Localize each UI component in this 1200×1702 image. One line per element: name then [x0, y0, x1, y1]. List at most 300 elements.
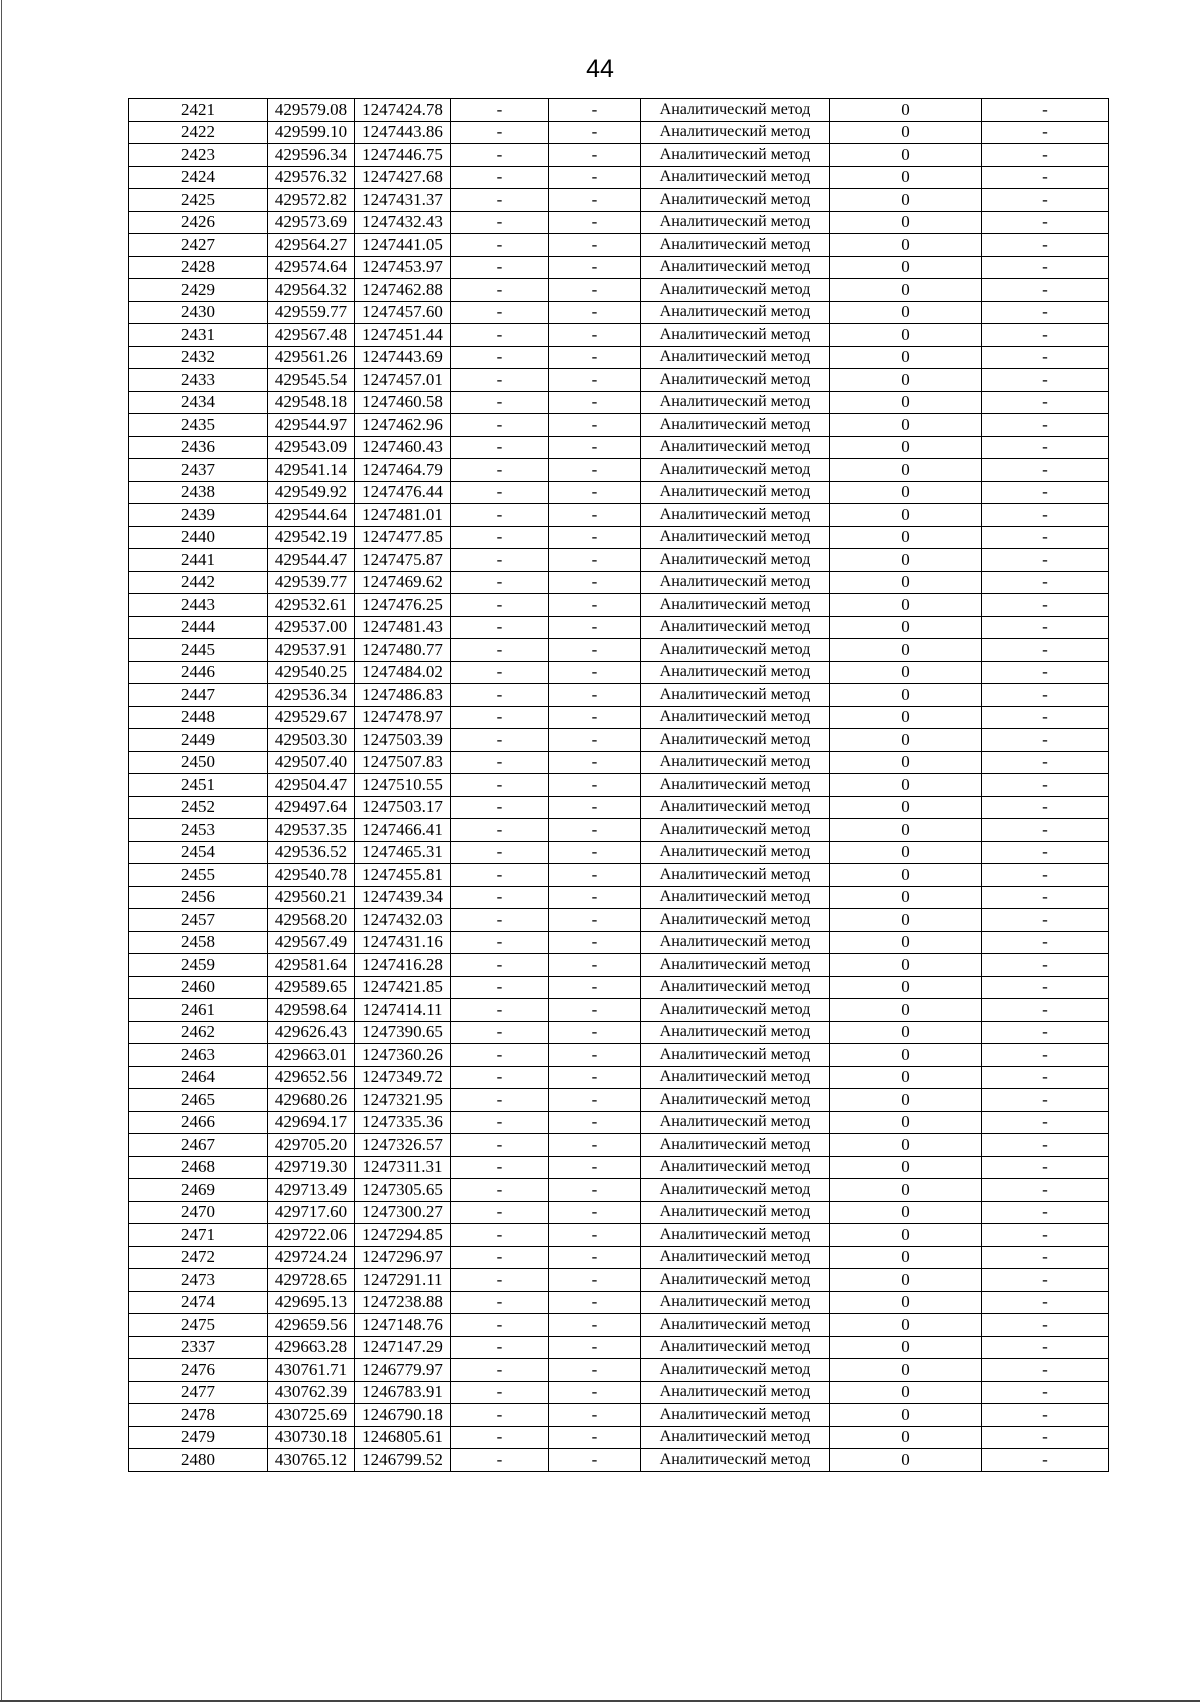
cell-method: Аналитический метод: [641, 661, 830, 684]
cell-coord-x: 429598.64: [268, 999, 355, 1022]
cell-value: 0: [830, 1426, 982, 1449]
table-row: [129, 414, 1109, 437]
cell-col-8: -: [982, 571, 1109, 594]
cell-col-8: -: [982, 774, 1109, 797]
cell-coord-x: 429542.19: [268, 526, 355, 549]
cell-col-8: -: [982, 1246, 1109, 1269]
cell-coord-x: 429564.27: [268, 234, 355, 257]
cell-col-8: -: [982, 954, 1109, 977]
cell-col-5: -: [549, 211, 641, 234]
cell-col-5: -: [549, 931, 641, 954]
cell-col-5: -: [549, 909, 641, 932]
cell-coord-y: 1247464.79: [355, 459, 451, 482]
cell-col-8: -: [982, 1224, 1109, 1247]
cell-method: Аналитический метод: [641, 751, 830, 774]
cell-coord-x: 429540.25: [268, 661, 355, 684]
cell-col-4: -: [451, 526, 549, 549]
cell-col-8: -: [982, 481, 1109, 504]
cell-col-5: -: [549, 144, 641, 167]
cell-col-8: -: [982, 1359, 1109, 1382]
cell-col-4: -: [451, 121, 549, 144]
cell-col-4: -: [451, 774, 549, 797]
cell-coord-x: 429544.64: [268, 504, 355, 527]
cell-coord-x: 429544.47: [268, 549, 355, 572]
cell-method: Аналитический метод: [641, 1449, 830, 1472]
cell-col-4: -: [451, 481, 549, 504]
cell-point-number: 2462: [129, 1021, 268, 1044]
cell-coord-x: 429532.61: [268, 594, 355, 617]
cell-coord-x: 429536.52: [268, 841, 355, 864]
table-row: [129, 571, 1109, 594]
cell-value: 0: [830, 1021, 982, 1044]
cell-point-number: 2458: [129, 931, 268, 954]
cell-col-8: -: [982, 909, 1109, 932]
cell-method: Аналитический метод: [641, 1359, 830, 1382]
cell-coord-y: 1247238.88: [355, 1291, 451, 1314]
cell-coord-y: 1247453.97: [355, 256, 451, 279]
cell-col-8: -: [982, 234, 1109, 257]
scan-left-edge: [1, 0, 2, 1702]
cell-coord-y: 1246790.18: [355, 1404, 451, 1427]
cell-method: Аналитический метод: [641, 909, 830, 932]
cell-col-4: -: [451, 684, 549, 707]
cell-point-number: 2433: [129, 369, 268, 392]
cell-col-8: -: [982, 684, 1109, 707]
cell-point-number: 2466: [129, 1111, 268, 1134]
cell-point-number: 2447: [129, 684, 268, 707]
cell-col-5: -: [549, 256, 641, 279]
cell-point-number: 2443: [129, 594, 268, 617]
table-row: [129, 1336, 1109, 1359]
cell-coord-x: 429728.65: [268, 1269, 355, 1292]
cell-col-8: -: [982, 1336, 1109, 1359]
cell-col-8: -: [982, 1179, 1109, 1202]
cell-point-number: 2440: [129, 526, 268, 549]
table-row: [129, 1269, 1109, 1292]
cell-col-4: -: [451, 841, 549, 864]
cell-col-5: -: [549, 774, 641, 797]
cell-coord-y: 1247503.17: [355, 796, 451, 819]
cell-coord-y: 1247476.25: [355, 594, 451, 617]
cell-col-4: -: [451, 1201, 549, 1224]
table-row: [129, 1224, 1109, 1247]
cell-col-4: -: [451, 639, 549, 662]
cell-value: 0: [830, 324, 982, 347]
cell-method: Аналитический метод: [641, 211, 830, 234]
cell-col-8: -: [982, 1156, 1109, 1179]
cell-coord-x: 429537.91: [268, 639, 355, 662]
cell-coord-y: 1247476.44: [355, 481, 451, 504]
cell-method: Аналитический метод: [641, 526, 830, 549]
cell-method: Аналитический метод: [641, 414, 830, 437]
cell-point-number: 2454: [129, 841, 268, 864]
cell-col-5: -: [549, 1359, 641, 1382]
cell-col-8: -: [982, 549, 1109, 572]
table-row: [129, 616, 1109, 639]
cell-coord-x: 429540.78: [268, 864, 355, 887]
cell-point-number: 2429: [129, 279, 268, 302]
cell-method: Аналитический метод: [641, 1426, 830, 1449]
cell-col-5: -: [549, 99, 641, 122]
cell-col-4: -: [451, 931, 549, 954]
table-row: [129, 256, 1109, 279]
cell-coord-y: 1247465.31: [355, 841, 451, 864]
cell-method: Аналитический метод: [641, 166, 830, 189]
cell-point-number: 2457: [129, 909, 268, 932]
cell-value: 0: [830, 684, 982, 707]
cell-method: Аналитический метод: [641, 459, 830, 482]
cell-col-8: -: [982, 121, 1109, 144]
table-row: [129, 1426, 1109, 1449]
cell-point-number: 2468: [129, 1156, 268, 1179]
table-row: [129, 481, 1109, 504]
cell-col-4: -: [451, 1336, 549, 1359]
cell-col-5: -: [549, 1044, 641, 1067]
cell-point-number: 2453: [129, 819, 268, 842]
cell-col-8: -: [982, 706, 1109, 729]
cell-value: 0: [830, 729, 982, 752]
cell-value: 0: [830, 211, 982, 234]
cell-col-8: -: [982, 459, 1109, 482]
cell-point-number: 2464: [129, 1066, 268, 1089]
cell-point-number: 2461: [129, 999, 268, 1022]
cell-value: 0: [830, 976, 982, 999]
cell-col-8: -: [982, 1134, 1109, 1157]
cell-point-number: 2450: [129, 751, 268, 774]
cell-coord-x: 430762.39: [268, 1381, 355, 1404]
cell-col-4: -: [451, 1314, 549, 1337]
cell-col-5: -: [549, 999, 641, 1022]
table-row: [129, 211, 1109, 234]
cell-method: Аналитический метод: [641, 1336, 830, 1359]
cell-coord-y: 1247457.01: [355, 369, 451, 392]
cell-value: 0: [830, 1179, 982, 1202]
cell-method: Аналитический метод: [641, 1089, 830, 1112]
cell-value: 0: [830, 1359, 982, 1382]
table-row: [129, 279, 1109, 302]
cell-col-5: -: [549, 324, 641, 347]
table-body: [129, 99, 1109, 1472]
cell-col-5: -: [549, 1111, 641, 1134]
cell-value: 0: [830, 504, 982, 527]
cell-coord-y: 1247462.96: [355, 414, 451, 437]
cell-col-4: -: [451, 391, 549, 414]
table-row: [129, 841, 1109, 864]
table-row: [129, 639, 1109, 662]
table-row: [129, 819, 1109, 842]
cell-coord-y: 1247457.60: [355, 301, 451, 324]
cell-coord-y: 1247321.95: [355, 1089, 451, 1112]
cell-point-number: 2430: [129, 301, 268, 324]
cell-col-4: -: [451, 976, 549, 999]
cell-coord-x: 429576.32: [268, 166, 355, 189]
cell-col-4: -: [451, 954, 549, 977]
cell-col-5: -: [549, 954, 641, 977]
cell-coord-y: 1247475.87: [355, 549, 451, 572]
cell-value: 0: [830, 1404, 982, 1427]
cell-coord-y: 1247414.11: [355, 999, 451, 1022]
cell-col-8: -: [982, 279, 1109, 302]
cell-col-4: -: [451, 594, 549, 617]
cell-col-5: -: [549, 1201, 641, 1224]
cell-col-8: -: [982, 841, 1109, 864]
cell-value: 0: [830, 1134, 982, 1157]
cell-point-number: 2469: [129, 1179, 268, 1202]
cell-col-4: -: [451, 751, 549, 774]
cell-col-4: -: [451, 1111, 549, 1134]
cell-col-4: -: [451, 1089, 549, 1112]
cell-method: Аналитический метод: [641, 1066, 830, 1089]
cell-coord-y: 1247484.02: [355, 661, 451, 684]
cell-value: 0: [830, 121, 982, 144]
cell-coord-y: 1247481.01: [355, 504, 451, 527]
cell-method: Аналитический метод: [641, 481, 830, 504]
cell-col-5: -: [549, 121, 641, 144]
cell-coord-x: 429497.64: [268, 796, 355, 819]
cell-col-8: -: [982, 661, 1109, 684]
cell-col-8: -: [982, 594, 1109, 617]
cell-method: Аналитический метод: [641, 571, 830, 594]
table-row: [129, 1044, 1109, 1067]
cell-col-4: -: [451, 234, 549, 257]
cell-col-8: -: [982, 526, 1109, 549]
cell-col-4: -: [451, 571, 549, 594]
cell-col-8: -: [982, 436, 1109, 459]
cell-point-number: 2421: [129, 99, 268, 122]
cell-point-number: 2423: [129, 144, 268, 167]
cell-col-4: -: [451, 346, 549, 369]
cell-value: 0: [830, 144, 982, 167]
coordinates-table: [128, 98, 1109, 1472]
cell-col-5: -: [549, 864, 641, 887]
table-row: [129, 346, 1109, 369]
cell-coord-y: 1247439.34: [355, 886, 451, 909]
cell-col-4: -: [451, 864, 549, 887]
cell-coord-y: 1247451.44: [355, 324, 451, 347]
cell-col-8: -: [982, 1381, 1109, 1404]
cell-method: Аналитический метод: [641, 391, 830, 414]
cell-value: 0: [830, 549, 982, 572]
cell-coord-x: 429579.08: [268, 99, 355, 122]
cell-method: Аналитический метод: [641, 706, 830, 729]
cell-col-5: -: [549, 706, 641, 729]
cell-coord-y: 1247478.97: [355, 706, 451, 729]
cell-value: 0: [830, 1381, 982, 1404]
cell-col-4: -: [451, 1179, 549, 1202]
cell-coord-y: 1247311.31: [355, 1156, 451, 1179]
cell-col-4: -: [451, 324, 549, 347]
cell-value: 0: [830, 481, 982, 504]
table-row: [129, 1089, 1109, 1112]
cell-col-4: -: [451, 436, 549, 459]
cell-coord-x: 429536.34: [268, 684, 355, 707]
cell-col-4: -: [451, 661, 549, 684]
cell-coord-x: 429722.06: [268, 1224, 355, 1247]
cell-col-4: -: [451, 459, 549, 482]
cell-col-8: -: [982, 324, 1109, 347]
cell-value: 0: [830, 909, 982, 932]
cell-value: 0: [830, 774, 982, 797]
cell-coord-x: 430730.18: [268, 1426, 355, 1449]
cell-col-5: -: [549, 639, 641, 662]
cell-value: 0: [830, 166, 982, 189]
cell-col-5: -: [549, 819, 641, 842]
cell-col-4: -: [451, 1291, 549, 1314]
cell-coord-x: 429705.20: [268, 1134, 355, 1157]
table-row: [129, 1246, 1109, 1269]
cell-col-8: -: [982, 1089, 1109, 1112]
cell-col-5: -: [549, 1134, 641, 1157]
cell-col-4: -: [451, 909, 549, 932]
cell-col-4: -: [451, 1404, 549, 1427]
cell-point-number: 2477: [129, 1381, 268, 1404]
cell-col-8: -: [982, 639, 1109, 662]
cell-coord-x: 429567.49: [268, 931, 355, 954]
cell-method: Аналитический метод: [641, 1404, 830, 1427]
cell-col-5: -: [549, 1224, 641, 1247]
cell-point-number: 2451: [129, 774, 268, 797]
cell-coord-y: 1247462.88: [355, 279, 451, 302]
cell-point-number: 2456: [129, 886, 268, 909]
cell-point-number: 2471: [129, 1224, 268, 1247]
cell-col-5: -: [549, 1449, 641, 1472]
cell-value: 0: [830, 1449, 982, 1472]
cell-method: Аналитический метод: [641, 931, 830, 954]
cell-col-8: -: [982, 1314, 1109, 1337]
cell-coord-y: 1247460.43: [355, 436, 451, 459]
cell-coord-x: 429549.92: [268, 481, 355, 504]
cell-col-5: -: [549, 414, 641, 437]
cell-method: Аналитический метод: [641, 1111, 830, 1134]
cell-col-8: -: [982, 1201, 1109, 1224]
cell-coord-y: 1247441.05: [355, 234, 451, 257]
cell-value: 0: [830, 616, 982, 639]
cell-coord-y: 1247469.62: [355, 571, 451, 594]
cell-method: Аналитический метод: [641, 121, 830, 144]
cell-coord-x: 429507.40: [268, 751, 355, 774]
cell-col-5: -: [549, 189, 641, 212]
cell-method: Аналитический метод: [641, 1269, 830, 1292]
cell-value: 0: [830, 819, 982, 842]
cell-value: 0: [830, 594, 982, 617]
table-row: [129, 661, 1109, 684]
table-row: [129, 1404, 1109, 1427]
cell-col-8: -: [982, 144, 1109, 167]
cell-value: 0: [830, 661, 982, 684]
table-row: [129, 886, 1109, 909]
cell-method: Аналитический метод: [641, 549, 830, 572]
cell-col-4: -: [451, 796, 549, 819]
table-row: [129, 1381, 1109, 1404]
cell-value: 0: [830, 639, 982, 662]
table-row: [129, 324, 1109, 347]
cell-value: 0: [830, 1269, 982, 1292]
cell-point-number: 2422: [129, 121, 268, 144]
cell-method: Аналитический метод: [641, 189, 830, 212]
table-row: [129, 549, 1109, 572]
table-row: [129, 391, 1109, 414]
cell-col-5: -: [549, 301, 641, 324]
table-row: [129, 504, 1109, 527]
cell-method: Аналитический метод: [641, 954, 830, 977]
cell-point-number: 2424: [129, 166, 268, 189]
table-row: [129, 99, 1109, 122]
cell-coord-x: 429717.60: [268, 1201, 355, 1224]
cell-point-number: 2337: [129, 1336, 268, 1359]
table-row: [129, 459, 1109, 482]
cell-col-5: -: [549, 729, 641, 752]
cell-col-5: -: [549, 1021, 641, 1044]
cell-col-4: -: [451, 1224, 549, 1247]
table-row: [129, 796, 1109, 819]
cell-coord-y: 1247421.85: [355, 976, 451, 999]
cell-value: 0: [830, 414, 982, 437]
cell-value: 0: [830, 256, 982, 279]
cell-value: 0: [830, 864, 982, 887]
cell-method: Аналитический метод: [641, 684, 830, 707]
cell-col-4: -: [451, 819, 549, 842]
cell-coord-y: 1246799.52: [355, 1449, 451, 1472]
cell-method: Аналитический метод: [641, 976, 830, 999]
cell-col-4: -: [451, 1246, 549, 1269]
cell-value: 0: [830, 459, 982, 482]
cell-coord-x: 429695.13: [268, 1291, 355, 1314]
table-row: [129, 301, 1109, 324]
cell-method: Аналитический метод: [641, 144, 830, 167]
cell-value: 0: [830, 1044, 982, 1067]
cell-col-4: -: [451, 504, 549, 527]
cell-coord-y: 1247432.03: [355, 909, 451, 932]
table-row: [129, 1021, 1109, 1044]
cell-col-5: -: [549, 526, 641, 549]
cell-col-8: -: [982, 211, 1109, 234]
cell-method: Аналитический метод: [641, 301, 830, 324]
cell-col-8: -: [982, 301, 1109, 324]
cell-col-4: -: [451, 549, 549, 572]
page-number: 44: [586, 55, 614, 83]
table-row: [129, 1134, 1109, 1157]
cell-col-8: -: [982, 1269, 1109, 1292]
cell-method: Аналитический метод: [641, 504, 830, 527]
cell-col-8: -: [982, 1111, 1109, 1134]
table-row: [129, 774, 1109, 797]
cell-method: Аналитический метод: [641, 729, 830, 752]
cell-coord-x: 429572.82: [268, 189, 355, 212]
cell-coord-y: 1247147.29: [355, 1336, 451, 1359]
cell-coord-x: 429559.77: [268, 301, 355, 324]
cell-value: 0: [830, 346, 982, 369]
cell-col-4: -: [451, 1066, 549, 1089]
cell-method: Аналитический метод: [641, 841, 830, 864]
cell-value: 0: [830, 189, 982, 212]
cell-method: Аналитический метод: [641, 99, 830, 122]
cell-method: Аналитический метод: [641, 1201, 830, 1224]
cell-coord-y: 1247390.65: [355, 1021, 451, 1044]
cell-value: 0: [830, 301, 982, 324]
cell-point-number: 2465: [129, 1089, 268, 1112]
cell-col-4: -: [451, 616, 549, 639]
cell-col-5: -: [549, 616, 641, 639]
cell-col-4: -: [451, 999, 549, 1022]
cell-coord-x: 429724.24: [268, 1246, 355, 1269]
cell-method: Аналитический метод: [641, 796, 830, 819]
cell-coord-y: 1247326.57: [355, 1134, 451, 1157]
cell-value: 0: [830, 369, 982, 392]
cell-col-5: -: [549, 1246, 641, 1269]
cell-method: Аналитический метод: [641, 1134, 830, 1157]
cell-col-4: -: [451, 886, 549, 909]
cell-value: 0: [830, 1111, 982, 1134]
